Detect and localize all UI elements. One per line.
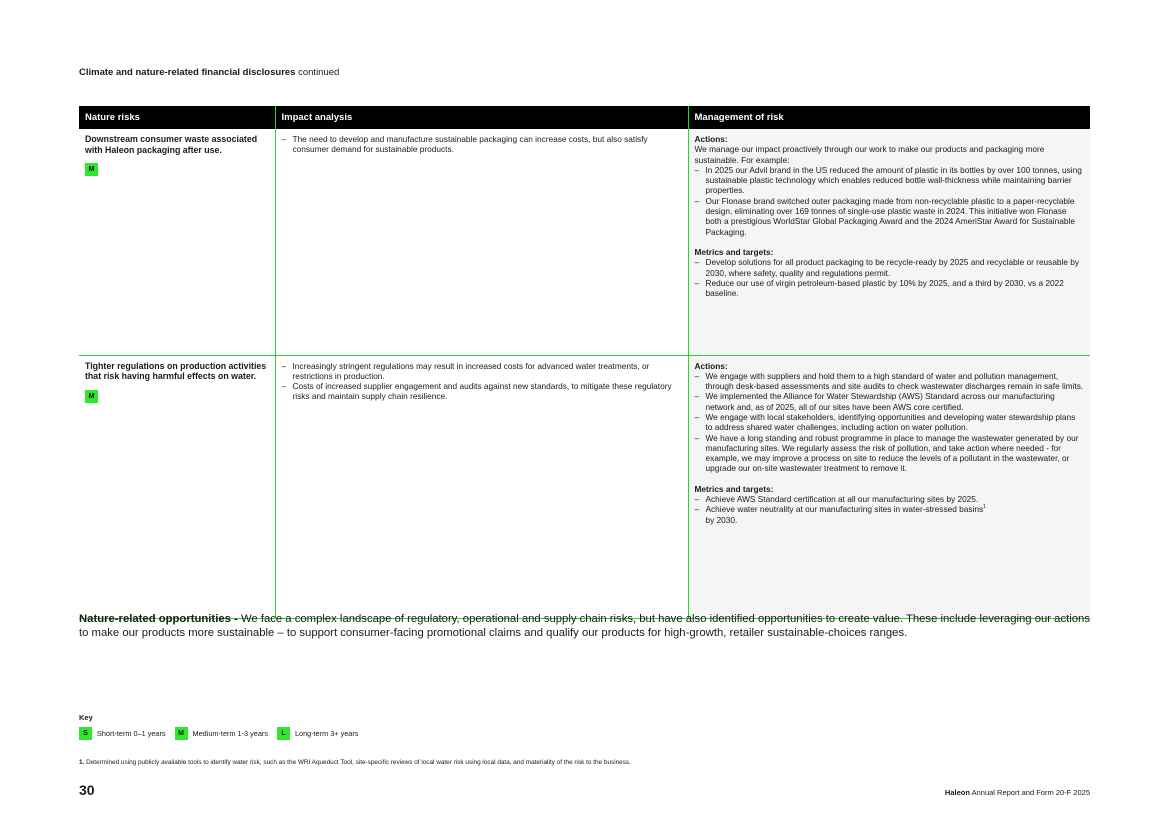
action-item: – We implemented the Alliance for Water Stewardship (AWS) Standard across our manufacturing network and, as of 2025, all of our sites have been AWS core certified. [695, 391, 1085, 412]
metric-item [695, 504, 1085, 525]
actions-heading: Actions: [694, 360, 728, 371]
footnote [79, 759, 631, 766]
column-header-impact-analysis: Impact analysis [275, 106, 688, 129]
opportunities-text: We face a complex landscape of regulatory, operational and supply chain risks, but have also identified opportunities to create value. These include leveraging our actions to make our products more sustainable – to support consumer-facing promotional claims and qualify our products for high-growth, retailer sustainable-choices ranges. [79, 613, 1090, 639]
metrics-heading: Metrics and targets: [694, 483, 774, 494]
section-suffix: continued [298, 67, 340, 78]
risk-title: Downstream consumer waste associated with Haleon packaging after use. [85, 134, 258, 155]
report-footer [945, 788, 1090, 797]
metric-item: – Reduce our use of virgin petroleum-based plastic by 10% by 2025, and a third by 2030, vs a 2022 baseline. [695, 278, 1085, 299]
management-cell [688, 129, 1090, 355]
risk-title: Tighter regulations on production activities that risk having harmful effects on water. [85, 360, 267, 381]
section-header [79, 67, 339, 78]
impact-item: – The need to develop and manufacture sustainable packaging can increase costs, but also satisfy consumer demand for sustainable products. [282, 134, 682, 155]
metrics-heading: Metrics and targets: [694, 246, 774, 257]
metric-item: – Achieve AWS Standard certification at all our manufacturing sites by 2025. [695, 494, 1085, 504]
section-title: Climate and nature-related financial disclosures [79, 67, 296, 78]
key-label: Medium-term 1-3 years [192, 729, 268, 738]
key-item-long-term [277, 727, 358, 740]
key-title: Key [79, 713, 93, 722]
key-label: Short-term 0–1 years [97, 729, 166, 738]
key-legend [79, 713, 367, 740]
action-item: – In 2025 our Advil brand in the US reduced the amount of plastic in its bottles by over 100 tonnes, using sustainable plastic technology which enables reduced bottle wall-thickness while maintaining barrier properties. [695, 165, 1085, 196]
key-label: Long-term 3+ years [294, 729, 359, 738]
metric-text: Achieve water neutrality at our manufacturing sites in water-stressed basins [705, 504, 984, 515]
risk-cell [79, 129, 275, 355]
action-item: – We have a long standing and robust programme in place to manage the wastewater generated by our manufacturing sites. We regularly assess the risk of pollution, and take action where needed - for example, we may improve a process on site to reduce the levels of a pollutant in the wastewater, or upgrade our on-site wastewater treatment to remove it. [695, 433, 1085, 474]
impact-cell [275, 129, 688, 355]
impact-item: – Increasingly stringent regulations may result in increased costs for advanced water treatments, or restrictions in production. [282, 361, 682, 382]
opportunities-lead: Nature-related opportunities - [79, 613, 238, 625]
table-header-row [79, 106, 1090, 129]
report-title: Annual Report and Form 20-F 2025 [971, 788, 1090, 797]
term-badge-long: L [277, 727, 290, 740]
action-item: – We engage with suppliers and hold them to a high standard of water and pollution management, through desk-based assessments and site audits to check wastewater discharges remain in safe limits. [695, 371, 1085, 392]
management-cell [688, 355, 1090, 618]
risk-cell [79, 355, 275, 618]
actions-intro: We manage our impact proactively through our work to make our products and packaging more sustainable. For example: [694, 144, 1045, 165]
footnote-ref: 1 [983, 504, 986, 511]
term-badge-medium: M [85, 163, 98, 176]
term-badge-short: S [79, 727, 92, 740]
column-header-nature-risks: Nature risks [79, 106, 275, 129]
key-item-medium-term [175, 727, 268, 740]
term-badge-medium: M [175, 727, 188, 740]
actions-heading: Actions: [694, 134, 728, 144]
impact-cell [275, 355, 688, 618]
impact-item: – Costs of increased supplier engagement and audits against new standards, to mitigate these regulatory risks and maintain supply chain resilience. [282, 381, 682, 402]
metric-text-end: by 2030. [705, 514, 738, 525]
term-badge-medium: M [85, 390, 98, 403]
brand-name: Haleon [944, 788, 970, 797]
key-item-short-term [79, 727, 166, 740]
column-header-management: Management of risk [688, 106, 1090, 129]
table-row [79, 355, 1090, 618]
page-number: 30 [79, 782, 95, 798]
nature-opportunities [79, 612, 1091, 640]
action-item: – Our Flonase brand switched outer packaging made from non-recyclable plastic to a paper-recyclable design, eliminating over 169 tonnes of single-use plastic waste in 2024. This initiative won Flonase both a prestigious WorldStar Global Packaging Award and the 2024 AmeriStar Award for Sustainable Packaging. [695, 196, 1085, 237]
footnote-number: 1. [79, 759, 85, 766]
action-item: – We engage with local stakeholders, identifying opportunities and developing water stewardship plans to address shared water challenges, including action on water pollution. [695, 412, 1085, 433]
nature-risks-table [79, 106, 1090, 619]
table-row [79, 129, 1090, 355]
footnote-text: Determined using publicly available tools to identify water risk, such as the WRI Aqueduct Tool, site-specific reviews of local water risk using local data, and materiality of the risk to the business. [86, 759, 631, 766]
metric-item: – Develop solutions for all product packaging to be recycle-ready by 2025 and recyclable or reusable by 2030, where safety, quality and regulations permit. [695, 257, 1085, 278]
